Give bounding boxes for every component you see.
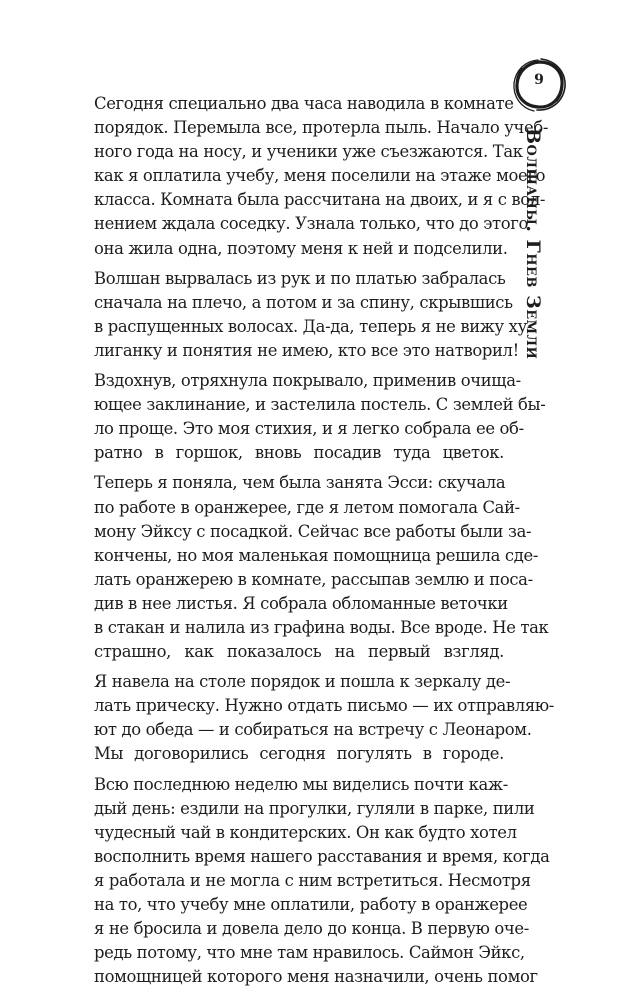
paragraph xyxy=(60,369,546,465)
text-line: лать оранжерею в комнате, рассыпав землю и поса- xyxy=(94,569,533,589)
text-line: кончены, но моя маленькая помощница решила сде- xyxy=(94,545,539,565)
running-title: Волшаны. Гнев Земли xyxy=(522,128,544,360)
text-line: чудесный чай в кондитерских. Он как будто хотел xyxy=(94,822,517,842)
text-line: я не бросила и довела дело до конца. В первую оче- xyxy=(94,919,529,939)
text-line: див в нее листья. Я собрала обломанные веточки xyxy=(94,593,508,613)
text-line: по работе в оранжерее, где я летом помогала Сай- xyxy=(94,497,520,517)
text-line: я работала и не могла с ним встретиться. Несмотря xyxy=(94,870,531,890)
text-line: помощницей которого меня назначили, очень помог xyxy=(94,967,538,987)
text-line: Всю последнюю неделю мы виделись почти каж- xyxy=(94,774,508,794)
paragraph xyxy=(60,773,550,990)
text-line: редь потому, что мне там нравилось. Саймон Эйкс, xyxy=(94,943,525,963)
text-line: сначала на плечо, а потом и за спину, скрывшись xyxy=(94,292,513,312)
paragraph xyxy=(60,471,549,664)
text-line: ного года на носу, и ученики уже съезжаются. Так xyxy=(94,142,523,162)
paragraph xyxy=(60,267,533,363)
text-line: страшно, как показалось на первый взгляд. xyxy=(94,642,504,662)
text-line: Теперь я поняла, чем была занята Эсси: скучала xyxy=(94,473,506,493)
text-line: Сегодня специально два часа наводила в комнате xyxy=(94,94,514,113)
text-line: на то, что учебу мне оплатили, работу в оранжерее xyxy=(94,895,528,914)
text-line: в стакан и налила из графина воды. Все вроде. Не так xyxy=(94,617,549,637)
text-line: как я оплатила учебу, меня поселили на этаже моего xyxy=(94,166,546,186)
text-line: в распущенных волосах. Да-да, теперь я не вижу ху- xyxy=(94,316,533,336)
page-number: 9 xyxy=(534,72,544,88)
text-line: лиганку и понятия не имею, кто все это натворил! xyxy=(94,340,519,360)
text-line: ющее заклинание, и застелила постель. С землей бы- xyxy=(94,395,546,415)
text-line: ратно в горшок, вновь посадив туда цветок. xyxy=(94,443,504,463)
text-line: восполнить время нашего расставания и время, когда xyxy=(94,846,550,866)
text-line: она жила одна, поэтому меня к ней и подселили. xyxy=(94,238,508,258)
text-line: ло проще. Это моя стихия, и я легко собрала ее об- xyxy=(94,419,524,439)
text-line: лать прическу. Нужно отдать письмо — их отправляю- xyxy=(94,696,554,716)
text-line: нением ждала соседку. Узнала только, что до этого xyxy=(94,214,529,234)
text-line: Мы договорились сегодня погулять в городе. xyxy=(94,744,504,764)
text-line: Я навела на столе порядок и пошла к зеркалу де- xyxy=(94,672,511,692)
paragraph xyxy=(60,670,554,766)
text-line: класса. Комната была рассчитана на двоих, и я с вол- xyxy=(94,190,546,210)
text-line: ют до обеда — и собираться на встречу с Леонаром. xyxy=(94,720,532,740)
text-line: порядок. Перемыла все, протерла пыль. Начало учеб- xyxy=(94,118,549,138)
text-line: дый день: ездили на прогулки, гуляли в парке, пили xyxy=(94,798,535,818)
text-line: мону Эйксу с посадкой. Сейчас все работы были за- xyxy=(94,521,532,541)
text-line: Вздохнув, отряхнула покрывало, применив очища- xyxy=(94,371,521,391)
text-line: Волшан вырвалась из рук и по платью забралась xyxy=(94,268,506,288)
